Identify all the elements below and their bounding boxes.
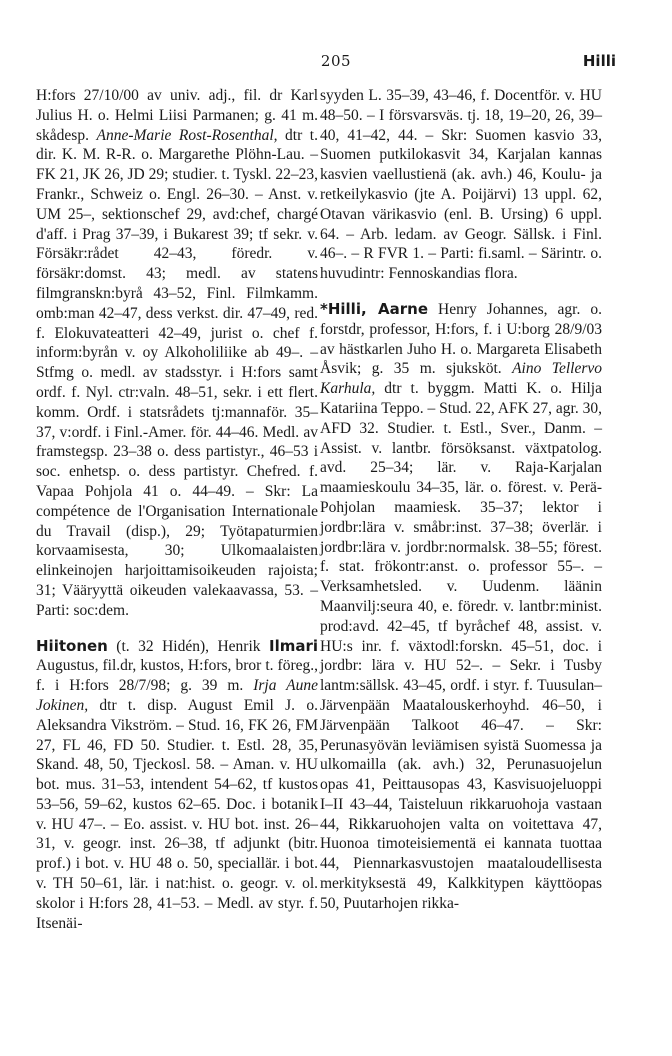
- entry-text: Augustus, fil.dr, kustos, H:fors, bror t. föreg., f. i H:fors 28/7/98; g. 39 m.: [36, 657, 318, 695]
- headword: Ilmari: [268, 636, 318, 655]
- headword: *Hilli, Aarne: [320, 299, 429, 318]
- running-head: Hilli: [582, 52, 616, 70]
- entry-text: dtr t. dir. K. M. R-R. o. Margarethe Plöhn-Lau. – FK 21, JK 26, JD 29; studier. t. Tyskl. 22–23, Frankr., Schweiz o. Engl. 26–30. – Anst. v. UM 25–, sektionschef 29, avd:chef, chargé d'aff. i Prag 37–39, i Bukarest 39; tf sekr. v. Försäkr:rådet 42–43, föredr. v. försäkr:domst. 43; medl. av statens filmgranskn:byrå 43–52, Finl. Filmkamm. omb:man 42–47, dess verkst. dir. 47–49, red. f. Elokuvateatteri 42–49, jurist o. chef f. inform:byrån v. oy Alkoholiliike ab 49–. – Stfmg o. medl. av stadsstyr. i H:fors samt ordf. f. Nyl. ctr:valn. 48–51, sekr. i ett flert. komm. Ordf. i statsrådets tj:mannaför. 35–37, v:ordf. i Finl.-Amer. för. 44–46. Medl. av framstegsp. 23–38 o. dess partistyr., 46–53 i soc. enhetsp. o. dess partistyr. Chefred. f. Vapaa Pohjola 41 o. 44–49. – Skr: La compétence de l'Organisation Internationale du Travail (disp.), 29; Työtapaturmien korvaamisesta, 30; Ulkomaalaisten elinkeinojen harjoittamisoikeuden rajoista; 31; Vääryyttä oikeuden valekaavassa, 53. – Parti: soc:dem.: [36, 126, 318, 619]
- left-column: [36, 86, 318, 933]
- entry-hiitonen: [36, 637, 318, 934]
- right-column: [320, 86, 602, 914]
- entry-continuation: [320, 86, 602, 284]
- page-number: 205: [320, 52, 352, 70]
- spouse-name: Anne-Marie Rost-Rosenthal,: [96, 126, 278, 144]
- headword: Hiitonen: [36, 636, 108, 655]
- spouse-name: Aino Tellervo Karhula,: [320, 360, 602, 398]
- entry-text: H:fors 27/10/00 av univ. adj., fil. dr Karl Julius H. o. Helmi Liisi Parmanen; g. 41 m. skådesp.: [36, 87, 318, 144]
- entry-continuation: [36, 86, 318, 621]
- spouse-name: Irja Aune Jokinen,: [36, 677, 318, 714]
- entry-text: dtr t. byggm. Matti K. o. Hilja Katariina Teppo. – Stud. 22, AFK 27, agr. 30, AFD 32. Studier. t. Estl., Sver., Danm. – Assist. v. lantbr. försöksanst. växtpatolog. avd. 25–34; lär. v. Raja-Karjalan maamieskoulu 34–35, lär. o. förest. v. Perä-Pohjolan maamiesk. 35–37; lektor i jordbr:lära v. småbr:inst. 37–38; överlär. i jordbr:lära v. jordbr:normalsk. 38–55; förest. f. stat. frökontr:anst. o. professor 55–. – Verksamhetsled. v. Uudenm. läänin Maanvilj:seura 40, e. föredr. v. lantbr:minist. prod:avd. 42–45, tf byråchef 48, assist. v. HU:s inr. f. växtodl:forskn. 45–51, doc. i jordbr: lära v. HU 52–. – Sekr. i Tusby lantm:sällsk. 43–45, ordf. i styr. f. Tuusulan–Järvenpään Maatalouskerhoyhd. 46–50, i Järvenpään Talkoot 46–47. – Skr: Perunasyövän leviämisen syistä Suomessa ja ulkomailla (ak. avh.) 32, Perunasuojelun opas 41, Peittausopas 43, Kasvisuojeluoppi I–II 43–44, Taisteluun rikkaruohoja vastaan 44, Rikkaruohojen valta on voitettava 47, Huonoa timoteisiementä ei kannata tuottaa 44, Piennarkasvustojen maataloudellisesta merkityksestä 49, Kalkkitypen käyttöopas 50, Puutarhojen rikka-: [320, 380, 602, 912]
- entry-hilli: [320, 300, 602, 914]
- entry-text: Henry Johannes, agr. o. forstdr, professor, H:fors, f. i U:borg 28/9/03 av hästkarlen Juho H. o. Margareta Elisabeth Åsvik; g. 35 m. sjuksköt.: [320, 300, 602, 378]
- entry-text: dtr t. disp. August Emil J. o. Aleksandra Vikström. – Stud. 16, FK 26, FM 27, FL 46, FD 50. Studier. t. Estl. 28, 35, Skand. 48, 50, Tjeckosl. 58. – Aman. v. HU bot. mus. 31–53, intendent 54–62, tf kustos 53–56, 59–62, kustos 62–65. Doc. i botanik v. HU 47–. – Eo. assist. v. HU bot. inst. 26–31, v. geogr. inst. 26–38, tf adjunkt (bitr. prof.) i bot. v. HU 48 o. 50, speciallär. i bot. v. TH 50–61, lär. i nat:hist. o. geogr. v. ol. skolor i H:fors 28, 41–53. – Medl. av styr. f. Itsenäi-: [36, 696, 318, 932]
- entry-text: (t. 32 Hidén), Henrik: [107, 637, 269, 655]
- entry-text: syyden L. 35–39, 43–46, f. Docentför. v. HU 48–50. – I försvarsväs. tj. 18, 19–20, 26, 39–40, 41–42, 44. – Skr: Suomen kasvio 33, Suomen putkilokasvit 34, Karjalan kannas kasvien vaellustienä (ak. avh.) 46, Koulu- ja retkeilykasvio (jte A. Poijärvi) 13 uppl. 62, Otavan värikasvio (enl. B. Ursing) 6 uppl. 64. – Arb. ledam. av Geogr. Sällsk. i Finl. 46–. – R FVR 1. – Parti: fi.saml. – Särintr. o. huvudintr: Fennoskandias flora.: [320, 87, 602, 283]
